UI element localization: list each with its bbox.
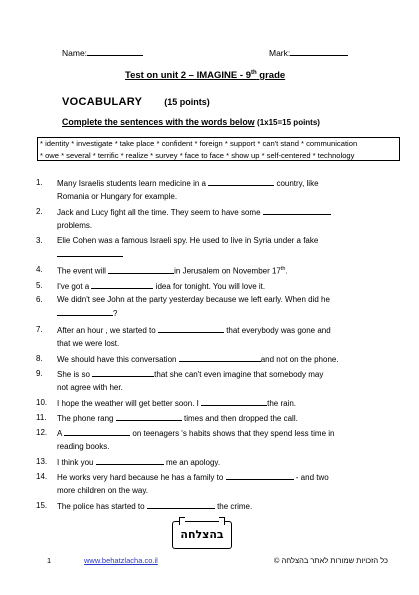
site-link[interactable]: www.behatzlacha.co.il xyxy=(84,556,158,565)
answer-blank[interactable] xyxy=(96,455,164,465)
question-9: 9. She is so that she can't even imagine that somebody may not agree with her. xyxy=(36,369,324,392)
question-15: 15. The police has started to the crime. xyxy=(36,501,253,511)
question-4: 4. The event will in Jerusalem on November 17th. xyxy=(36,265,288,276)
word-bank-line-1: * identity * investigate * take place * confident * foreign * support * can't stand * communication xyxy=(40,139,358,148)
answer-blank[interactable] xyxy=(263,205,331,215)
section-points: (15 points) xyxy=(164,97,210,107)
answer-blank[interactable] xyxy=(179,352,261,362)
question-1: 1. Many Israelis students learn medicine in a country, like Romania or Hungary for example. xyxy=(36,178,319,201)
mark-blank[interactable] xyxy=(290,47,348,56)
answer-blank[interactable] xyxy=(226,470,294,480)
answer-blank[interactable] xyxy=(57,247,123,257)
question-8: 8. We should have this conversation and not on the phone. xyxy=(36,354,339,364)
answer-blank[interactable] xyxy=(201,396,267,406)
question-2: 2. Jack and Lucy fight all the time. They seem to have some problems. xyxy=(36,205,376,232)
answer-blank[interactable] xyxy=(57,306,113,316)
site-logo xyxy=(172,521,232,549)
answer-blank[interactable] xyxy=(91,279,153,289)
test-title: Test on unit 2 – IMAGINE - 9th grade xyxy=(125,70,286,82)
answer-blank[interactable] xyxy=(116,411,182,421)
name-blank[interactable] xyxy=(87,47,143,56)
question-7: 7. After an hour , we started to that everybody was gone and that we were lost. xyxy=(36,325,331,348)
question-10: 10. I hope the weather will get better soon. I the rain. xyxy=(36,398,297,408)
answer-blank[interactable] xyxy=(64,426,130,436)
question-3: 3. Elie Cohen was a famous Israeli spy. He used to live in Syria under a fake xyxy=(36,234,376,261)
answer-blank[interactable] xyxy=(158,323,224,333)
answer-blank[interactable] xyxy=(92,367,154,377)
name-label: Name: xyxy=(62,48,88,58)
question-13: 13. I think you me an apology. xyxy=(36,457,221,467)
section-instruction: Complete the sentences with the words below (1x15=15 points) xyxy=(62,117,320,127)
answer-blank[interactable] xyxy=(108,264,174,274)
copyright-notice: כל הזכויות שמורות לאתר בהצלחה © xyxy=(273,556,388,565)
instruction-points: (1x15=15 points) xyxy=(257,118,320,127)
section-heading: VOCABULARY (15 points) xyxy=(62,96,210,108)
name-field xyxy=(62,47,143,58)
word-bank-line-2: * owe * several * terrific * realize * survey * face to face * show up * self-centered * technology xyxy=(40,151,355,160)
word-bank xyxy=(37,137,400,161)
question-12: 12. A on teenagers 's habits shows that they spend less time in reading books. xyxy=(36,428,335,451)
page-number: 1 xyxy=(47,556,52,565)
logo-text: בהצלחה xyxy=(180,528,224,541)
question-6: 6. We didn't see John at the party yesterday because we left early. When did he ? xyxy=(36,295,330,318)
answer-blank[interactable] xyxy=(208,176,274,186)
mark-field xyxy=(269,47,348,58)
question-11: 11. The phone rang times and then dropped the call. xyxy=(36,413,298,423)
question-14: 14. He works very hard because he has a family to - and two more children on the way. xyxy=(36,472,329,495)
mark-label: Mark: xyxy=(269,48,291,58)
answer-blank[interactable] xyxy=(147,499,215,509)
question-5: 5. I've got a idea for tonight. You will love it. xyxy=(36,281,266,291)
